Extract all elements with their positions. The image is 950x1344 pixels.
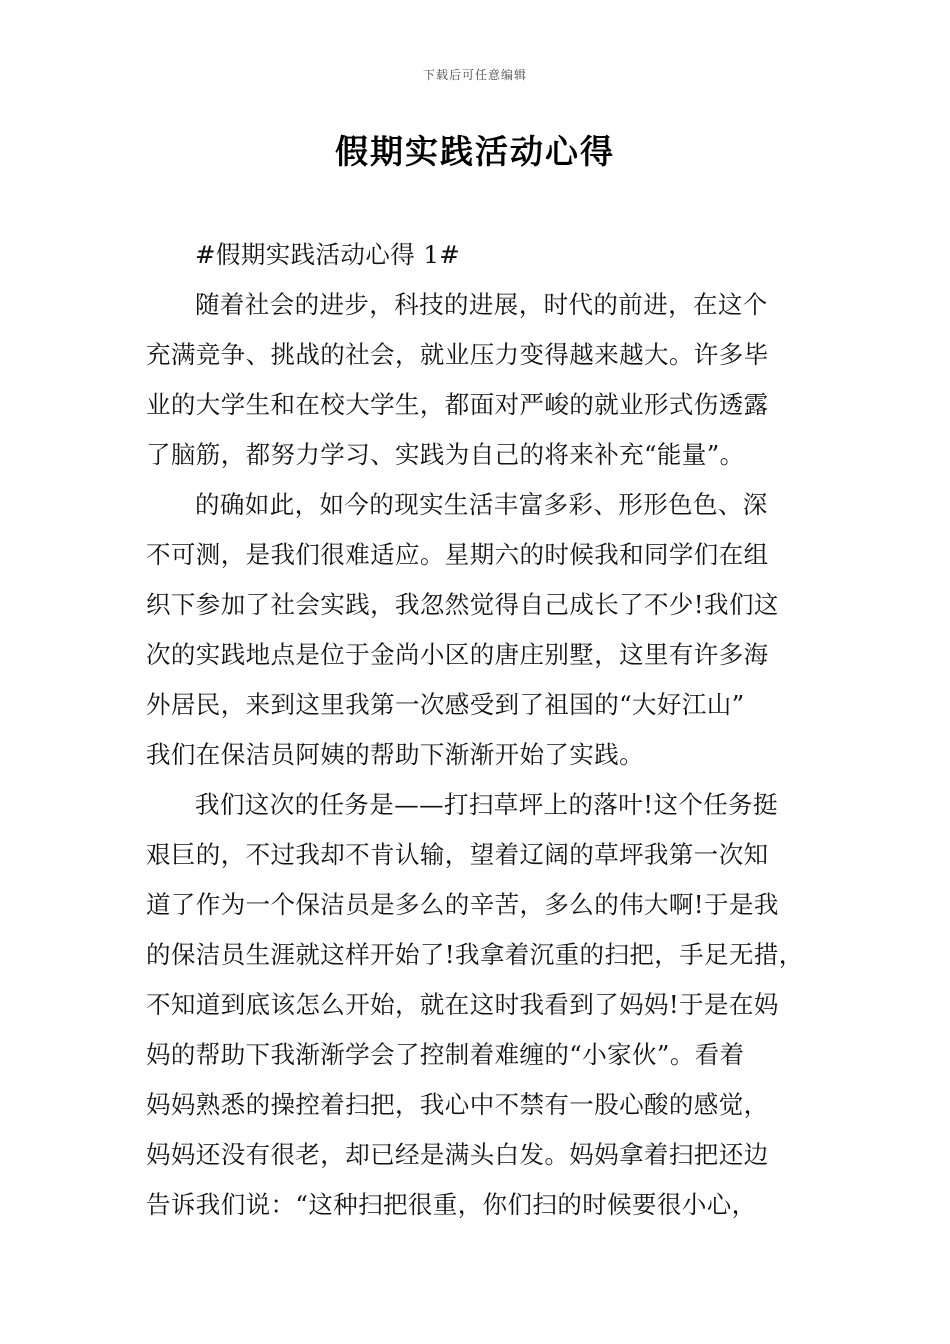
paragraph-line: 外居民，来到这里我第一次感受到了祖国的“大好江山” [146,690,745,719]
paragraph-line: 充满竞争、挑战的社会，就业压力变得越来越大。许多毕 [146,340,769,369]
paragraph-first-line: 随着社会的进步，科技的进展，时代的前进，在这个 [195,290,768,319]
paragraph-line: 艰巨的，不过我却不肯认输，望着辽阔的草坪我第一次知 [146,840,769,869]
paragraph-line: 我们在保洁员阿姨的帮助下渐渐开始了实践。 [146,740,644,769]
paragraph-first-line: 我们这次的任务是——打扫草坪上的落叶!这个任务挺 [195,790,778,819]
paragraph-line: 妈妈熟悉的操控着扫把，我心中不禁有一股心酸的感觉， [146,1090,769,1119]
paragraph-first-line: #假期实践活动心得 1# [195,240,461,269]
header-note: 下载后可任意编辑 [422,68,527,82]
paragraph-line: 次的实践地点是位于金尚小区的唐庄别墅，这里有许多海 [146,640,769,669]
paragraph-line: 不可测，是我们很难适应。星期六的时候我和同学们在组 [146,540,769,569]
paragraph-line: 道了作为一个保洁员是多么的辛苦，多么的伟大啊!于是我 [146,890,779,919]
paragraph-line: 妈妈还没有很老，却已经是满头白发。妈妈拿着扫把还边 [146,1140,769,1169]
paragraph-line: 不知道到底该怎么开始，就在这时我看到了妈妈!于是在妈 [146,990,779,1019]
paragraph-line: 业的大学生和在校大学生，都面对严峻的就业形式伤透露 [146,390,769,419]
paragraph-first-line: 的确如此，如今的现实生活丰富多彩、形形色色、深 [195,490,768,519]
document-title: 假期实践活动心得 [335,132,615,171]
paragraph-line: 织下参加了社会实践，我忽然觉得自己成长了不少!我们这 [146,590,779,619]
paragraph-line: 的保洁员生涯就这样开始了!我拿着沉重的扫把，手足无措， [146,940,804,969]
paragraph-line: 妈的帮助下我渐渐学会了控制着难缠的“小家伙”。看着 [146,1040,745,1069]
paragraph-line: 了脑筋，都努力学习、实践为自己的将来补充“能量”。 [146,440,745,469]
paragraph-line: 告诉我们说：“这种扫把很重，你们扫的时候要很小心， [146,1190,757,1219]
document-body [146,230,818,1230]
